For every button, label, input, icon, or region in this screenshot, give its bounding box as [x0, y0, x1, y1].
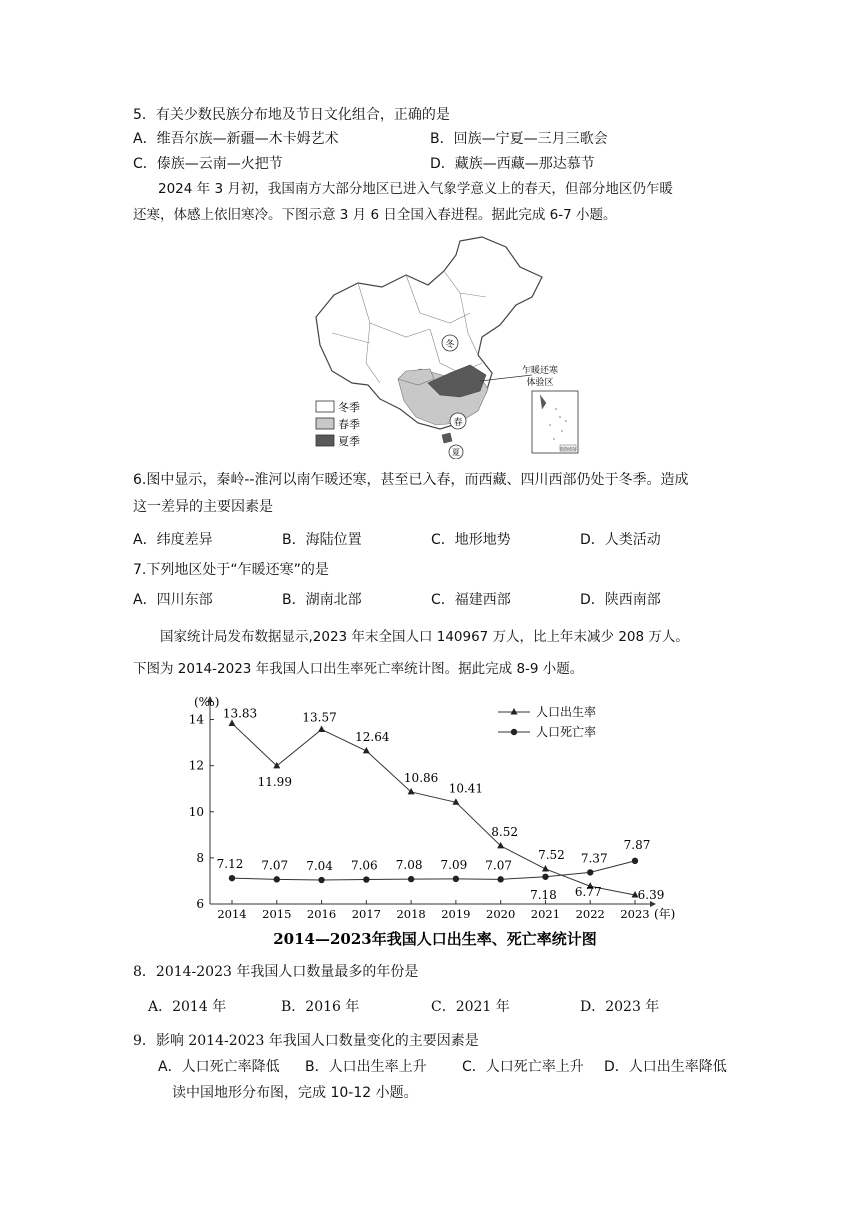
birth-rate-line [232, 723, 635, 895]
birth-rate-point [408, 788, 415, 795]
label-winter: 冬 [445, 340, 455, 350]
birth-rate-label: 13.57 [302, 710, 337, 725]
q7-stem: 7.下列地区处于“乍暖还寒”的是 [133, 562, 329, 578]
legend-birth-label: 人口出生率 [536, 705, 597, 719]
birth-rate-label: 12.64 [355, 729, 390, 744]
y-tick-label: 6 [196, 897, 204, 911]
y-tick-label: 12 [188, 758, 204, 773]
q6-stem-line2: 这一差异的主要因素是 [133, 499, 273, 515]
q8-stem: 8．2014-2023 年我国人口数量最多的年份是 [133, 964, 419, 980]
q9-stem: 9．影响 2014-2023 年我国人口数量变化的主要因素是 [133, 1033, 479, 1049]
q8-option-c: C．2021 年 [431, 999, 510, 1015]
q5-option-d: D．藏族—西藏—那达慕节 [430, 156, 595, 172]
x-tick-label: 2016 [306, 907, 337, 921]
death-rate-point [497, 876, 503, 882]
x-tick-label: 2018 [396, 907, 426, 921]
q6-option-d: D．人类活动 [580, 532, 661, 548]
map-svg [310, 233, 600, 459]
q5-option-c: C．傣族—云南—火把节 [133, 156, 283, 172]
legend-summer: 夏季 [338, 435, 360, 448]
legend-birth-marker [511, 708, 518, 715]
death-rate-label: 7.07 [261, 858, 289, 873]
q6-option-c: C．地形地势 [431, 532, 511, 548]
death-rate-label: 7.07 [485, 858, 513, 873]
death-rate-point [229, 875, 235, 881]
passage3-line1: 读中国地形分布图，完成 10-12 小题。 [172, 1085, 418, 1101]
q8-option-a: A．2014 年 [148, 999, 227, 1015]
death-rate-label: 7.04 [306, 859, 333, 874]
q9-option-d: D．人口出生率降低 [604, 1059, 727, 1075]
x-tick-label: 2022 [575, 907, 605, 921]
q7-option-d: D．陕西南部 [580, 592, 661, 608]
death-rate-point [587, 869, 593, 875]
legend-spring-swatch [316, 418, 334, 429]
y-tick-label: 8 [196, 850, 204, 865]
death-rate-label: 7.08 [395, 858, 423, 873]
q5-stem: 5．有关少数民族分布地及节日文化组合，正确的是 [133, 107, 450, 123]
inset-label: 南海诸岛 [560, 446, 576, 451]
death-rate-point [632, 858, 638, 864]
y-axis-unit: (‰) [194, 695, 220, 709]
x-tick-label: 2015 [262, 907, 292, 921]
label-spring: 春 [453, 418, 463, 428]
q9-option-a: A．人口死亡率降低 [158, 1059, 280, 1075]
x-tick-label: 2017 [351, 907, 381, 921]
birth-rate-point [273, 762, 280, 769]
death-rate-point [408, 876, 414, 882]
population-rate-chart [180, 690, 690, 955]
callout-label-2: 体验区 [526, 378, 554, 388]
passage2-line2: 下图为 2014-2023 年我国人口出生率死亡率统计图。据此完成 8-9 小题。 [133, 661, 584, 677]
death-rate-label: 7.12 [216, 857, 244, 872]
q9-option-b: B．人口出生率上升 [305, 1059, 427, 1075]
q9-option-c: C．人口死亡率上升 [462, 1059, 584, 1075]
death-rate-point [274, 876, 280, 882]
legend-death-label: 人口死亡率 [536, 725, 597, 739]
x-tick-label: 2014 [217, 907, 247, 921]
q6-option-a: A．纬度差异 [133, 532, 213, 548]
legend-winter: 冬季 [338, 401, 360, 414]
birth-rate-label: 13.83 [222, 706, 258, 721]
q6-stem-line1: 6.图中显示，秦岭--淮河以南乍暖还寒，甚至已入春，而西藏、四川西部仍处于冬季。造成 [133, 472, 689, 488]
y-tick-label: 10 [188, 804, 204, 819]
x-tick-label: 2019 [441, 907, 471, 921]
death-rate-point [453, 876, 459, 882]
death-rate-label: 7.18 [530, 887, 557, 902]
legend-summer-swatch [316, 435, 334, 446]
birth-rate-point [318, 725, 325, 732]
q7-option-b: B．湖南北部 [282, 592, 362, 608]
x-tick-label: 2020 [486, 907, 516, 921]
death-rate-label: 7.37 [580, 851, 608, 866]
chart-svg [180, 690, 690, 955]
q8-option-d: D．2023 年 [580, 999, 660, 1015]
x-tick-label: 2021 [530, 907, 561, 921]
chart-title: 2014—2023年我国人口出生率、死亡率统计图 [273, 930, 597, 948]
death-rate-point [363, 876, 369, 882]
birth-rate-label: 7.52 [538, 847, 565, 862]
birth-rate-label: 6.77 [574, 885, 602, 900]
legend-winter-swatch [316, 401, 334, 412]
x-tick-label: 2023 [620, 907, 650, 921]
birth-rate-label: 11.99 [257, 774, 292, 789]
death-rate-label: 7.09 [440, 857, 468, 872]
death-rate-label: 7.06 [350, 858, 378, 873]
death-rate-label: 7.87 [623, 837, 651, 852]
hainan-island [442, 433, 452, 443]
legend-spring: 春季 [338, 418, 360, 431]
q5-option-b: B．回族—宁夏—三月三歌会 [430, 131, 608, 147]
q7-option-c: C．福建西部 [431, 592, 511, 608]
birth-rate-label: 10.86 [403, 770, 439, 785]
passage2-line1: 国家统计局发布数据显示,2023 年末全国人口 140967 万人，比上年末减少 208 万人。 [160, 629, 689, 645]
birth-rate-label: 6.39 [637, 888, 665, 903]
legend-death-marker [511, 729, 517, 735]
label-summer: 夏 [452, 448, 460, 457]
passage1-line2: 还寒，体感上依旧寒冷。下图示意 3 月 6 日全国入春进程。据此完成 6-7 小题。 [133, 207, 617, 223]
q7-option-a: A．四川东部 [133, 592, 213, 608]
q8-option-b: B．2016 年 [281, 999, 360, 1015]
x-axis-unit: (年) [654, 907, 676, 921]
callout-label-1: 乍暖还寒 [521, 366, 559, 376]
q6-option-b: B．海陆位置 [282, 532, 362, 548]
passage1-line1: 2024 年 3 月初，我国南方大部分地区已进入气象学意义上的春天，但部分地区仍乍暖 [158, 181, 673, 197]
death-rate-point [542, 874, 548, 880]
death-rate-point [318, 877, 324, 883]
south-sea-inset [532, 391, 578, 453]
birth-rate-label: 8.52 [491, 824, 519, 839]
q5-option-a: A．维吾尔族—新疆—木卡姆艺术 [133, 131, 339, 147]
y-tick-label: 14 [188, 712, 204, 727]
birth-rate-label: 10.41 [448, 781, 484, 796]
china-spring-progress-map [310, 233, 600, 459]
